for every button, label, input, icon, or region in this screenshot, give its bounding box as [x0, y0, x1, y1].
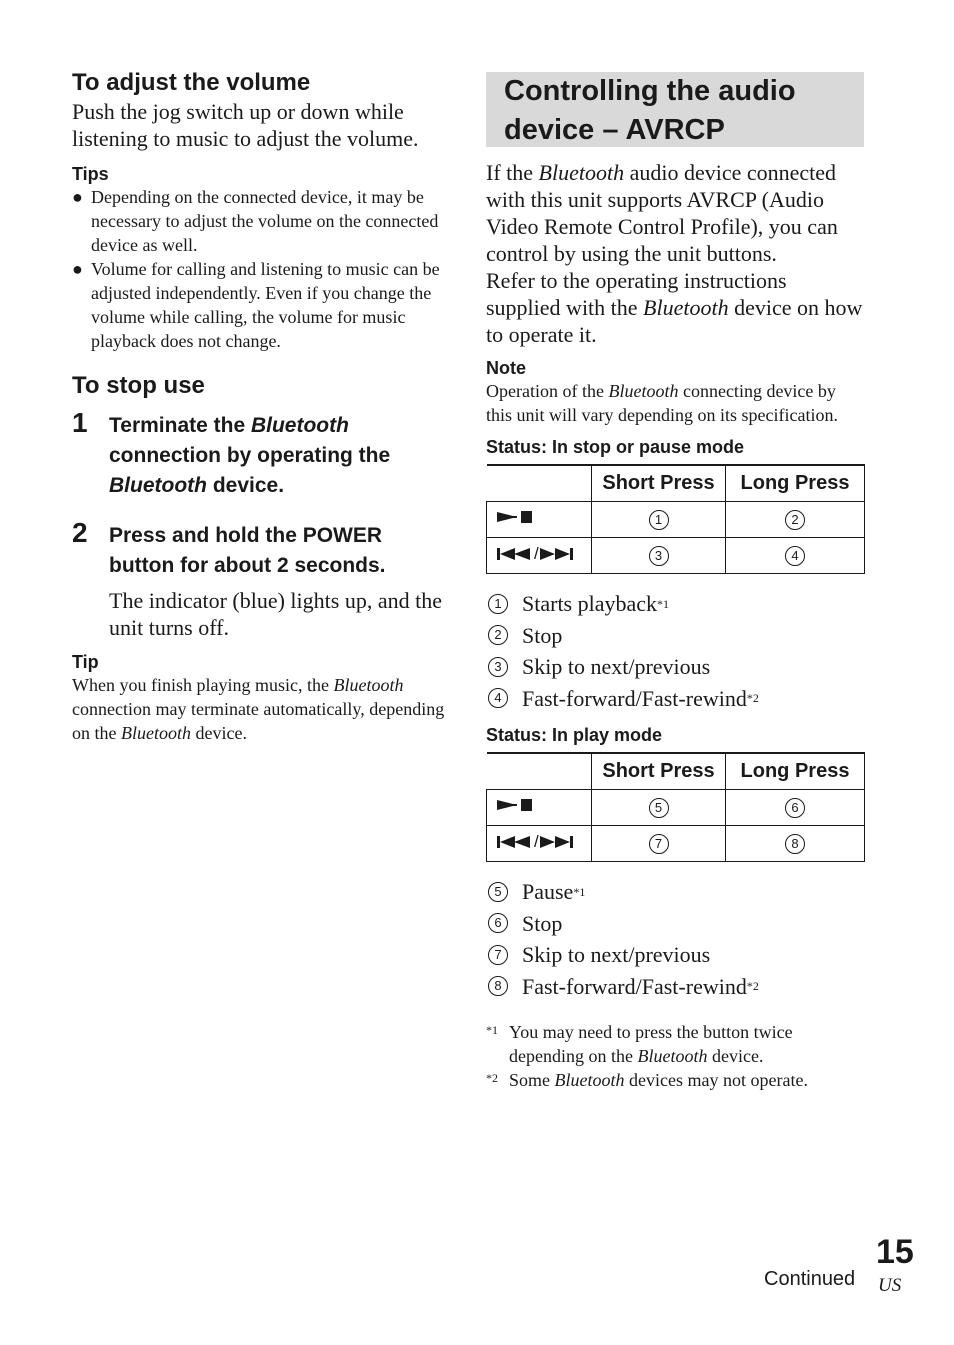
stop-use-heading: To stop use — [72, 372, 205, 399]
step-2-detail: The indicator (blue) lights up, and the unit turns off. — [109, 588, 442, 640]
column-header-short-press: Short Press — [592, 465, 726, 502]
skip-prev-next-icon: / — [487, 826, 592, 862]
stop-mode-table — [486, 464, 865, 574]
step-1-text: Terminate the Bluetooth connection by operating the Bluetooth device. — [109, 414, 391, 497]
list-item: 3 Skip to next/previous — [486, 651, 864, 683]
volume-body: Push the jog switch up or down while listening to music to adjust the volume. — [72, 99, 419, 151]
column-header-long-press: Long Press — [726, 753, 865, 790]
step-number: 2 — [72, 517, 88, 548]
step-1 — [72, 407, 450, 501]
section-title: Controlling the audio device – AVRCP — [486, 72, 864, 147]
step-2 — [72, 517, 450, 641]
play-mode-table — [486, 752, 865, 862]
footnotes — [486, 1020, 864, 1092]
list-item: ● Depending on the connected device, it may be necessary to adjust the volume on the connected device as well. — [72, 187, 439, 255]
play-stop-icon — [487, 790, 592, 826]
intro-text: If the Bluetooth audio device connected with this unit supports AVRCP (Audio Video Remote Control Profile), you can control by using the unit buttons. — [486, 160, 838, 266]
list-item: 8 Fast-forward/Fast-rewind *2 — [486, 971, 864, 1003]
continued-label: Continued — [764, 1268, 856, 1290]
footnote: *2 Some Bluetooth devices may not operate. — [486, 1070, 808, 1090]
column-header-long-press: Long Press — [726, 465, 865, 502]
play-mode-heading: Status: In play mode — [486, 725, 663, 745]
left-column — [72, 68, 450, 745]
number-marker: 4 — [785, 546, 805, 566]
column-header-short-press: Short Press — [592, 753, 726, 790]
right-column — [486, 72, 864, 1092]
number-marker: 8 — [785, 834, 805, 854]
tips-heading: Tips — [72, 164, 109, 184]
bullet-icon: ● — [72, 259, 83, 279]
list-item: 1 Starts playback *1 — [486, 588, 864, 620]
page-region-label: US — [878, 1275, 902, 1296]
play-mode-legend — [486, 876, 864, 1002]
tip-text: When you finish playing music, the Bluetooth connection may terminate automatically, depending on the Bluetooth device. — [72, 675, 445, 743]
number-marker: 1 — [649, 510, 669, 530]
list-item: ● Volume for calling and listening to music can be adjusted independently. Even if you change the volume while calling, the volume for music playback does not change. — [72, 259, 440, 351]
number-marker: 7 — [649, 834, 669, 854]
table-row — [487, 538, 865, 574]
list-item: 6 Stop — [486, 908, 864, 940]
step-number: 1 — [72, 407, 88, 438]
list-item: 7 Skip to next/previous — [486, 939, 864, 971]
tips-list — [72, 185, 450, 353]
tip-heading: Tip — [72, 652, 99, 672]
list-item: 5 Pause *1 — [486, 876, 864, 908]
table-row — [487, 790, 865, 826]
bullet-icon: ● — [72, 187, 83, 207]
number-marker: 6 — [785, 798, 805, 818]
list-item: 4 Fast-forward/Fast-rewind *2 — [486, 683, 864, 715]
volume-heading: To adjust the volume — [72, 69, 311, 96]
table-row — [487, 502, 865, 538]
footnote: *1 You may need to press the button twice depending on the Bluetooth device. — [486, 1022, 793, 1066]
refer-text: Refer to the operating instructions supplied with the Bluetooth device on how to operate it. — [486, 268, 863, 347]
note-text: Operation of the Bluetooth connecting device by this unit will vary depending on its specification. — [486, 381, 838, 425]
play-stop-icon — [487, 502, 592, 538]
stop-mode-legend — [486, 588, 864, 714]
list-item: 2 Stop — [486, 620, 864, 652]
page-number: 15 — [876, 1233, 914, 1271]
skip-prev-next-icon: / — [487, 538, 592, 574]
number-marker: 5 — [649, 798, 669, 818]
stop-mode-heading: Status: In stop or pause mode — [486, 437, 745, 457]
step-2-text: Press and hold the POWER button for about 2 seconds. — [109, 524, 386, 577]
number-marker: 3 — [649, 546, 669, 566]
number-marker: 2 — [785, 510, 805, 530]
table-row — [487, 826, 865, 862]
note-heading: Note — [486, 358, 526, 378]
